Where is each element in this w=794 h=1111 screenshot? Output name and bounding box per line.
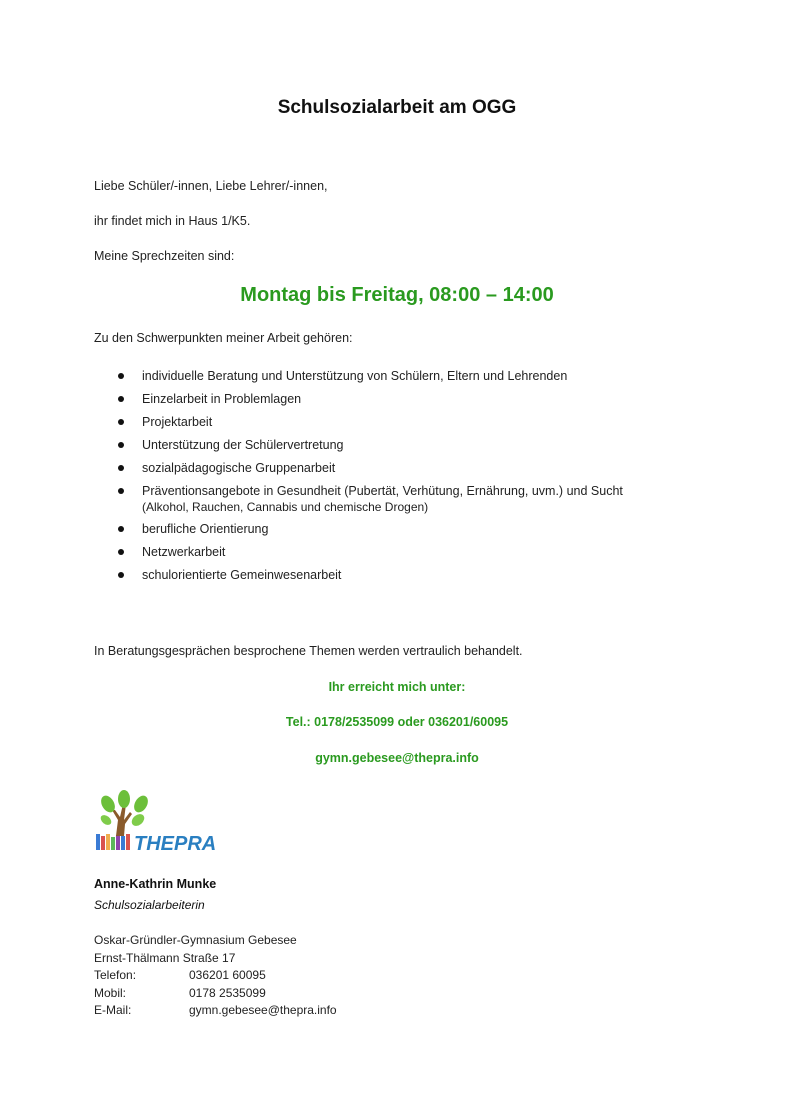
contact-heading: Ihr erreicht mich unter: xyxy=(328,680,466,694)
bullet-icon xyxy=(118,526,124,532)
phone-value: 036201 60095 xyxy=(189,968,266,982)
list-item: Projektarbeit xyxy=(116,411,716,434)
list-item-continuation: (Alkohol, Rauchen, Cannabis und chemische Drogen) xyxy=(142,500,429,514)
greeting-text: Liebe Schüler/-innen, Liebe Lehrer/-innen, xyxy=(94,179,328,193)
school-street: Ernst-Thälmann Straße 17 xyxy=(94,951,236,965)
bullet-icon xyxy=(118,488,124,494)
email-row xyxy=(94,1003,337,1017)
email-value: gymn.gebesee@thepra.info xyxy=(189,1003,337,1017)
list-item: sozialpädagogische Gruppenarbeit xyxy=(116,457,716,480)
thepra-logo xyxy=(94,790,224,854)
focus-list xyxy=(116,365,716,587)
logo-text: THEPRA xyxy=(134,833,217,854)
signature-name: Anne-Kathrin Munke xyxy=(94,877,217,891)
mobile-row xyxy=(94,986,266,1000)
bullet-icon xyxy=(118,373,124,379)
bullet-icon xyxy=(118,419,124,425)
list-item: berufliche Orientierung xyxy=(116,518,716,541)
contact-phone: Tel.: 0178/2535099 oder 036201/60095 xyxy=(285,715,509,729)
list-item: Einzelarbeit in Problemlagen xyxy=(116,388,716,411)
list-item: Unterstützung der Schülervertretung xyxy=(116,434,716,457)
page-title: Schulsozialarbeit am OGG xyxy=(277,97,517,118)
confidential-text: In Beratungsgesprächen besprochene Themen werden vertraulich behandelt. xyxy=(94,644,523,658)
bullet-icon xyxy=(118,442,124,448)
mobile-label: Mobil: xyxy=(94,986,127,1000)
phone-label: Telefon: xyxy=(94,968,137,982)
office-hours: Montag bis Freitag, 08:00 – 14:00 xyxy=(240,284,554,306)
bullet-icon xyxy=(118,396,124,402)
hours-intro-text: Meine Sprechzeiten sind: xyxy=(94,249,235,263)
signature-role: Schulsozialarbeiterin xyxy=(94,898,205,912)
list-item: Netzwerkarbeit xyxy=(116,541,716,564)
mobile-value: 0178 2535099 xyxy=(189,986,266,1000)
location-text: ihr findet mich in Haus 1/K5. xyxy=(94,214,251,228)
tree-books-logo-icon xyxy=(94,790,224,854)
list-item: schulorientierte Gemeinwesenarbeit xyxy=(116,564,716,587)
phone-row xyxy=(94,968,266,982)
email-label: E-Mail: xyxy=(94,1003,132,1017)
focus-intro-text: Zu den Schwerpunkten meiner Arbeit gehören: xyxy=(94,331,353,345)
bullet-icon xyxy=(118,465,124,471)
list-item: Präventionsangebote in Gesundheit (Pubertät, Verhütung, Ernährung, uvm.) und Sucht (Alkohol, Rauchen, Cannabis und chemische Drogen) xyxy=(116,480,716,515)
school-name: Oskar-Gründler-Gymnasium Gebesee xyxy=(94,933,297,947)
list-item: individuelle Beratung und Unterstützung von Schülern, Eltern und Lehrenden xyxy=(116,365,716,388)
bullet-icon xyxy=(118,549,124,555)
contact-email: gymn.gebesee@thepra.info xyxy=(315,751,479,765)
bullet-icon xyxy=(118,572,124,578)
